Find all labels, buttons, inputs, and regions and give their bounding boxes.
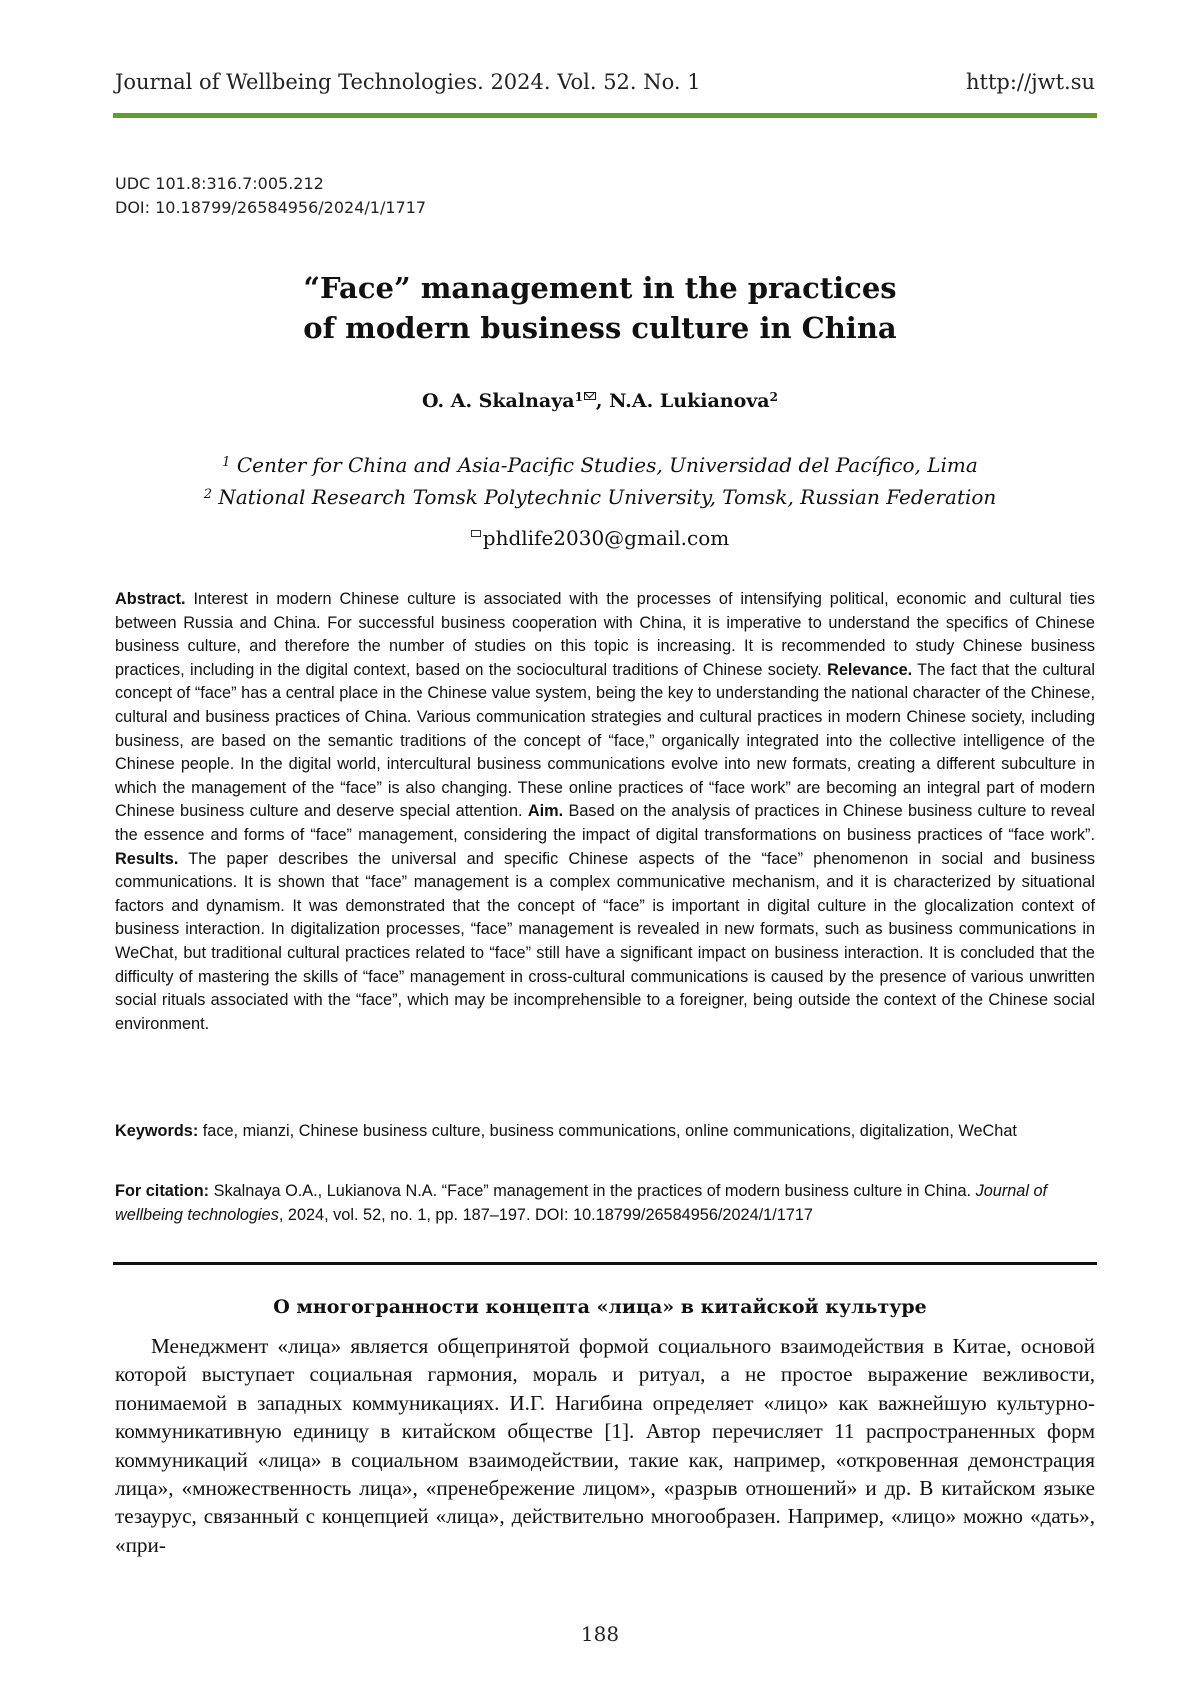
author-1-affil-mark: 1: [575, 390, 583, 404]
citation-text-1: Skalnaya O.A., Lukianova N.A. “Face” management in the practices of modern business culture in China.: [209, 1182, 976, 1200]
keywords: [115, 1120, 1095, 1144]
affiliation-2: [100, 480, 1100, 512]
doi: DOI: 10.18799/26584956/2024/1/1717: [115, 196, 426, 220]
affiliation-1: [100, 448, 1100, 480]
section-heading: О многогранности концепта «лица» в китайской культуре: [100, 1296, 1100, 1318]
citation-journal: Journal of wellbeing technologies: [115, 1182, 1047, 1224]
abstract-label: Abstract.: [115, 590, 186, 608]
author-list: [100, 390, 1100, 412]
citation: [115, 1180, 1095, 1227]
citation-text-2: , 2024, vol. 52, no. 1, pp. 187–197. DOI: 10.18799/26584956/2024/1/1717: [279, 1206, 813, 1224]
affiliation-2-mark: 2: [204, 487, 212, 502]
relevance-label: Relevance.: [827, 661, 912, 679]
results-label: Results.: [115, 850, 178, 868]
abstract: [115, 588, 1095, 1036]
page-number: 188: [0, 1622, 1200, 1646]
title-line-1: “Face” management in the practices: [100, 268, 1100, 308]
envelope-icon: [471, 530, 481, 537]
affiliation-1-mark: 1: [222, 455, 230, 470]
article-meta: [115, 172, 426, 220]
journal-url[interactable]: http://jwt.su: [966, 70, 1095, 94]
affiliation-1-text: Center for China and Asia-Pacific Studies, Universidad del Pacífico, Lima: [237, 453, 978, 477]
running-header: [115, 70, 1095, 106]
keywords-text: face, mianzi, Chinese business culture, business communications, online communications, digitalization, WeChat: [198, 1122, 1017, 1140]
abstract-text: Interest in modern Chinese culture is associated with the processes of intensifying political, economic and cultural ties between Russia and China. For successful business cooperation with China, it is imperative to understand the specifics of Chinese business culture, and therefore the number of studies on this topic is increasing. It is recommended to study Chinese business practices, including in the digital context, based on the sociocultural traditions of Chinese society.: [115, 590, 1095, 679]
udc-code: UDC 101.8:316.7:005.212: [115, 172, 426, 196]
relevance-text: The fact that the cultural concept of “face” has a central place in the Chinese value system, being the key to understanding the national character of the Chinese, cultural and business practices of China. Various communication strategies and cultural practices in modern Chinese society, including business, are based on the semantic traditions of the concept of “face,” organically integrated into the collective intelligence of the Chinese people. In the digital world, intercultural business communications evolve into new formats, creating a different subculture in which the management of the “face” is also changing. These online practices of “face work” are becoming an integral part of modern Chinese business culture and deserve special attention.: [115, 661, 1095, 821]
aim-label: Aim.: [528, 802, 563, 820]
corresponding-email: [100, 526, 1100, 550]
affiliation-2-text: National Research Tomsk Polytechnic University, Tomsk, Russian Federation: [218, 485, 996, 509]
citation-label: For citation:: [115, 1182, 209, 1200]
email-address[interactable]: phdlife2030@gmail.com: [483, 526, 729, 550]
header-rule: [113, 113, 1097, 118]
body-paragraph: Менеджмент «лица» является общепринятой формой социального взаимодействия в Китае, основой которой выступает социальная гармония, мораль и ритуал, а не простое выражение вежливости, понимаемой в западных коммуникациях. И.Г. Нагибина определяет «лицо» как важнейшую культурно-коммуникативную единицу в китайском обществе [1]. Автор перечисляет 11 распространенных форм коммуникаций «лица» в социальном взаимодействии, такие как, например, «откровенная демонстрация лица», «множественность лица», «пренебрежение лицом», «разрыв отношений» и др. В китайском языке тезаурус, связанный с концепцией «лица», действительно многообразен. Например, «лицо» можно «дать», «при-: [115, 1332, 1095, 1559]
journal-name: Journal of Wellbeing Technologies. 2024. Vol. 52. No. 1: [115, 70, 701, 94]
paper-page: [0, 0, 1200, 1698]
title-line-2: of modern business culture in China: [100, 308, 1100, 348]
affiliations: [100, 448, 1100, 512]
keywords-label: Keywords:: [115, 1122, 198, 1140]
article-title: [100, 268, 1100, 348]
envelope-icon: [584, 392, 596, 400]
author-2-name: N.A. Lukianova: [609, 390, 769, 412]
author-2-affil-mark: 2: [770, 390, 778, 404]
results-text: The paper describes the universal and specific Chinese aspects of the “face” phenomenon in social and business communications. It is shown that “face” management is a complex communicative mechanism, and it is characterized by situational factors and dynamism. It was demonstrated that the concept of “face” is important in digital culture in the glocalization context of business interaction. In digitalization processes, “face” management is revealed in new formats, such as business communications in WeChat, but traditional cultural practices related to “face” still have a significant impact on business interaction. It is concluded that the difficulty of mastering the skills of “face” management in cross-cultural communications is caused by the presence of various unwritten social rituals associated with the “face”, which may be incomprehensible to a foreigner, being outside the context of the Chinese social environment.: [115, 850, 1095, 1033]
author-separator: ,: [596, 390, 609, 412]
aim-text: Based on the analysis of practices in Chinese business culture to reveal the essence and forms of “face” management, considering the impact of digital transformations on business practices of “face work”.: [115, 802, 1095, 844]
section-divider: [113, 1262, 1097, 1265]
author-1-name: O. A. Skalnaya: [422, 390, 575, 412]
